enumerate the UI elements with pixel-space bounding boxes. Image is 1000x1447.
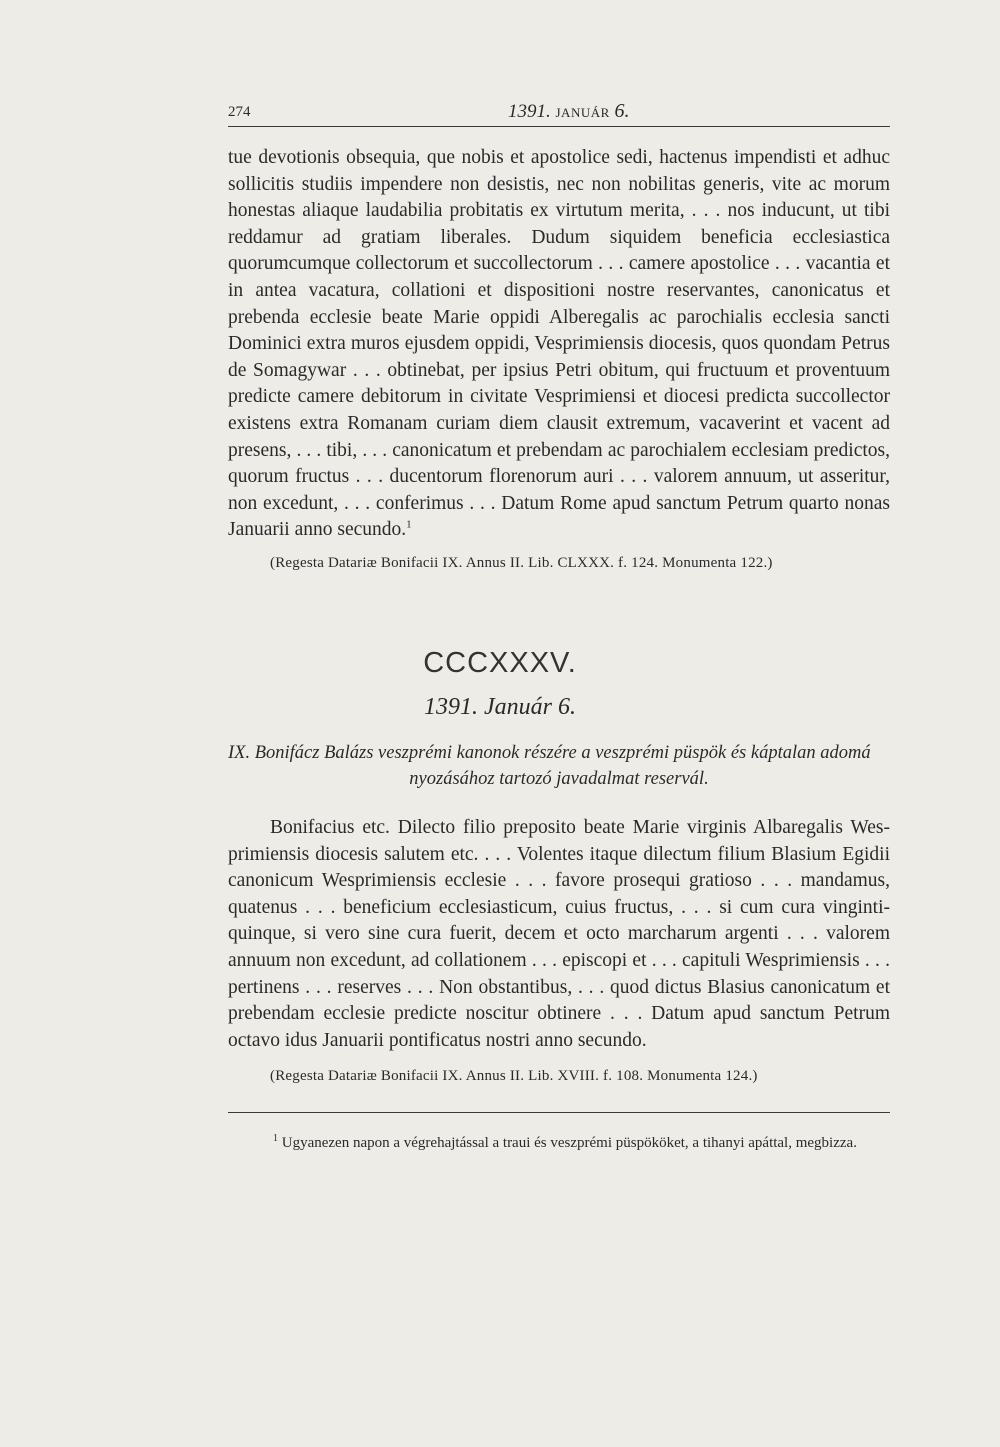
footnote-text: Ugyanezen napon a végrehajtással a traui és veszprémi püspököket, a tihanyi apáttal, megbizza. [281, 1135, 857, 1151]
page-number: 274 [228, 104, 251, 120]
continued-body: tue devotionis obsequia, que nobis et apostolice sedi, hactenus impendisti et adhuc sollicitis studiis impendere non desistis, nec non nobilitas generis, vite ac morum honestas aliaque laudabilia probitatis ex virtutum merita, . . . nos inducunt, ut tibi reddamur ad gratiam liberales. Dudum siquidem beneficia ecclesiastica quorumcumque collectorum et succollectorum . . . camere apostolice . . . vacantia et in antea vacatura, collationi et dispositioni nostre reservantes, canonicatus et prebenda ecclesie beate Marie oppidi Alberegalis ac parochialis ecclesia sancti Dominici extra muros ejusdem oppidi, Vesprimiensis diocesis, quos quondam Petrus de Somagywar . . . obtinebat, per ipsius Petri obitum, qui fructuum et proventuum predicte camere debitorum in civitate Vesprimiensi et diocesi predicta succollector existens extra Romanam curiam diem clausit extremum, vacaverint et vacent ad presens, . . . tibi, . . . canonicatum et prebendam ac parochialem ecclesiam predictos, quorum fructus . . . ducentorum florenorum auri . . . valorem annuum, ut asseritur, non excedunt, . . . conferimus . . . Datum Rome apud sanctum Petrum quarto nonas Januarii anno secundo. [228, 147, 890, 541]
document-date: 1391. Január 6. [424, 694, 576, 720]
running-head-day: 6. [614, 100, 630, 122]
document-body [228, 815, 890, 1054]
document-number: CCCXXXV. [423, 647, 577, 679]
summary-line-1: IX. Bonifácz Balázs veszprémi kanonok részére a veszprémi püspök és káptalan adomá [228, 743, 871, 763]
page-header [228, 100, 890, 127]
continued-document-text [228, 145, 890, 544]
footnote-reference: 1 [406, 518, 412, 531]
source-citation-1: (Regesta Datariæ Bonifacii IX. Annus II. Lib. CLXXX. f. 124. Monumenta 122.) [270, 555, 773, 571]
running-head [508, 100, 630, 123]
document-summary [228, 740, 890, 792]
running-head-month: JANUÁR [555, 105, 610, 120]
footnote-mark: 1 [273, 1133, 278, 1144]
footnote [228, 1132, 890, 1155]
source-citation-2: (Regesta Datariæ Bonifacii IX. Annus II. Lib. XVIII. f. 108. Monumenta 124.) [270, 1068, 758, 1084]
running-head-year: 1391. [508, 101, 551, 122]
summary-line-2: nyozásához tartozó javadalmat reservál. [409, 769, 709, 789]
footnote-divider [228, 1112, 890, 1113]
document-body-text: Bonifacius etc. Dilecto filio preposito beate Marie virginis Albaregalis Wesprimiensis diocesis salutem etc. . . . Volentes itaque dilectum filium Blasium Egidii canonicum Wesprimiensis ecclesie . . . favore prosequi gratioso . . . mandamus, quatenus . . . beneficium ecclesiasticum, cuius fructus, . . . si cum cura vingintiquinque, si vero sine cura fuerit, decem et octo marcharum argenti . . . valorem annuum non excedunt, ad collationem . . . episcopi et . . . capituli Wesprimiensis . . . pertinens . . . reserves . . . Non obstantibus, . . . quod dictus Blasius canonicatum et prebendam ecclesie predicte noscitur obtinere . . . Datum apud sanctum Petrum octavo idus Januarii pontificatus nostri anno secundo. [228, 817, 890, 1051]
